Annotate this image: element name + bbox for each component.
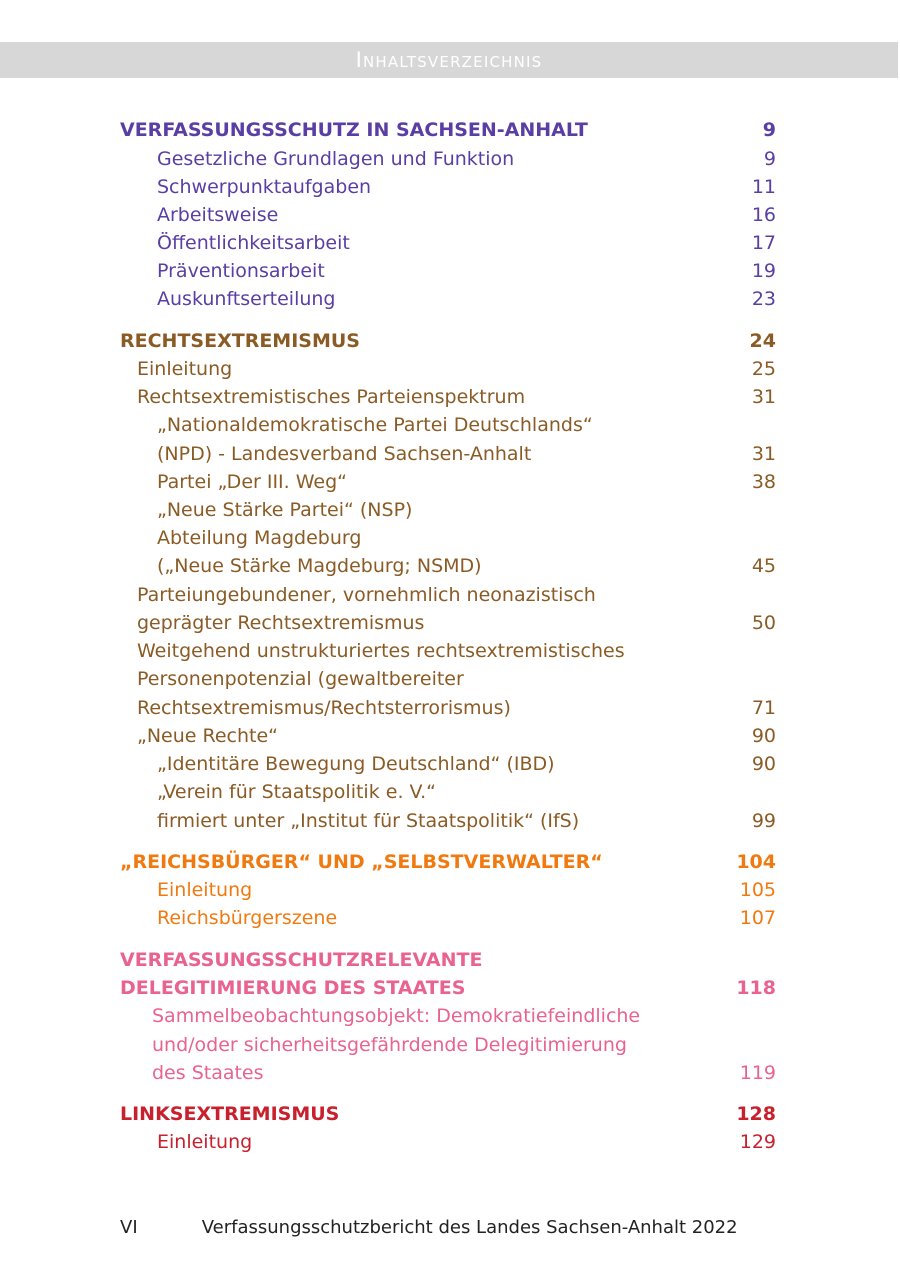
- toc-entry-title: LINKSEXTREMISMUS: [120, 1103, 340, 1125]
- toc-page-number: 11: [751, 176, 776, 198]
- toc-entry[interactable]: [120, 257, 776, 285]
- toc-entry-title: „Nationaldemokratische Partei Deutschlands“: [157, 414, 593, 436]
- toc-entry-title: Weitgehend unstrukturiertes rechtsextremistisches: [137, 640, 625, 662]
- toc-page-number: 31: [751, 386, 776, 408]
- toc-entry[interactable]: [120, 468, 776, 496]
- toc-heading[interactable]: [120, 946, 776, 974]
- toc-entry[interactable]: [120, 383, 776, 411]
- page-footer: [120, 1214, 820, 1242]
- toc-entry-title: VERFASSUNGSSCHUTZRELEVANTE: [120, 949, 483, 971]
- toc-entry[interactable]: [120, 722, 776, 750]
- toc-entry[interactable]: [120, 581, 776, 609]
- toc-entry-title: DELEGITIMIERUNG DES STAATES: [120, 977, 466, 999]
- toc-heading[interactable]: [120, 327, 776, 355]
- toc-entry-title: Partei „Der III. Weg“: [157, 471, 348, 493]
- toc-page-number: 71: [751, 697, 776, 719]
- toc-entry-title: Parteiungebundener, vornehmlich neonazistisch: [137, 584, 596, 606]
- toc-entry[interactable]: [120, 173, 776, 201]
- toc-entry[interactable]: [120, 637, 776, 665]
- toc-entry-title: Schwerpunktaufgaben: [157, 176, 372, 198]
- toc-entry[interactable]: [120, 750, 776, 778]
- toc-entry-title: Einleitung: [157, 1131, 253, 1153]
- toc-heading[interactable]: [120, 116, 776, 144]
- toc-page-number: 9: [762, 119, 776, 141]
- toc-heading[interactable]: [120, 1100, 776, 1128]
- toc-entry[interactable]: [120, 145, 776, 173]
- toc-page-number: 129: [739, 1131, 776, 1153]
- toc-page-number: 31: [751, 443, 776, 465]
- footer-text: Verfassungsschutzbericht des Landes Sachsen-Anhalt 2022: [201, 1217, 738, 1238]
- toc-entry-title: Einleitung: [157, 879, 253, 901]
- toc-entry-title: Rechtsextremistisches Parteienspektrum: [137, 386, 526, 408]
- toc-entry-title: Arbeitsweise: [157, 204, 279, 226]
- toc-entry-title: Auskunftserteilung: [157, 288, 336, 310]
- toc-heading[interactable]: [120, 974, 776, 1002]
- toc-entry-title: VERFASSUNGSSCHUTZ IN SACHSEN-ANHALT: [120, 119, 588, 141]
- toc-entry[interactable]: [120, 778, 776, 806]
- toc-entry-title: „Neue Stärke Partei“ (NSP): [157, 499, 413, 521]
- toc-page-number: 25: [751, 358, 776, 380]
- toc-page-number: 99: [751, 810, 776, 832]
- toc-page-number: 118: [736, 977, 776, 999]
- toc-entry[interactable]: [120, 496, 776, 524]
- toc-page-number: 105: [739, 879, 776, 901]
- toc-page-number: 128: [736, 1103, 776, 1125]
- toc-page-number: 107: [739, 907, 776, 929]
- toc-entry-title: Öffentlichkeitsarbeit: [157, 232, 350, 254]
- toc-entry-title: „Verein für Staatspolitik e. V.“: [157, 781, 436, 803]
- toc-entry-title: Einleitung: [137, 358, 233, 380]
- toc-entry-title: („Neue Stärke Magdeburg; NSMD): [157, 555, 482, 577]
- toc-page-number: 16: [751, 204, 776, 226]
- toc-entry[interactable]: [120, 201, 776, 229]
- toc-page-number: 19: [751, 260, 776, 282]
- toc-page-number: 24: [749, 330, 776, 352]
- toc-page-number: 17: [751, 232, 776, 254]
- toc-page-number: 90: [751, 725, 776, 747]
- toc-entry[interactable]: [120, 229, 776, 257]
- toc-entry[interactable]: [120, 665, 776, 693]
- toc-entry-title: „REICHSBÜRGER“ UND „SELBSTVERWALTER“: [120, 851, 603, 873]
- toc-entry-title: Reichsbürgerszene: [157, 907, 338, 929]
- toc-entry[interactable]: [120, 1002, 776, 1030]
- toc-entry[interactable]: [120, 609, 776, 637]
- toc-entry-title: RECHTSEXTREMISMUS: [120, 330, 360, 352]
- toc-entry-title: geprägter Rechtsextremismus: [137, 612, 425, 634]
- toc-entry-title: und/oder sicherheitsgefährdende Delegitimierung: [152, 1034, 627, 1056]
- toc-page-number: 45: [751, 555, 776, 577]
- toc-entry-title: Sammelbeobachtungsobjekt: Demokratiefeindliche: [152, 1005, 641, 1027]
- toc-page-number: 119: [739, 1062, 776, 1084]
- toc-entry-title: firmiert unter „Institut für Staatspolitik“ (IfS): [157, 810, 580, 832]
- toc-page-number: 50: [751, 612, 776, 634]
- toc-heading[interactable]: [120, 848, 776, 876]
- toc-page-number: 23: [751, 288, 776, 310]
- toc-entry[interactable]: [120, 285, 776, 313]
- page-title: Inhaltsverzeichnis: [355, 48, 543, 72]
- toc-page-number: 104: [736, 851, 776, 873]
- toc-entry[interactable]: [120, 876, 776, 904]
- toc-entry-title: Rechtsextremismus/Rechtsterrorismus): [137, 697, 511, 719]
- toc-entry[interactable]: [120, 694, 776, 722]
- toc-entry[interactable]: [120, 1128, 776, 1156]
- toc-entry-title: „Neue Rechte“: [137, 725, 279, 747]
- toc-entry-title: Präventionsarbeit: [157, 260, 325, 282]
- toc-entry-title: des Staates: [152, 1062, 264, 1084]
- toc-entry[interactable]: [120, 904, 776, 932]
- toc-entry[interactable]: [120, 807, 776, 835]
- toc-entry-title: „Identitäre Bewegung Deutschland“ (IBD): [157, 753, 555, 775]
- toc-entry-title: Abteilung Magdeburg: [157, 527, 362, 549]
- toc-entry[interactable]: [120, 355, 776, 383]
- toc-page-number: 38: [751, 471, 776, 493]
- toc-entry[interactable]: [120, 552, 776, 580]
- toc-entry[interactable]: [120, 440, 776, 468]
- toc-page-number: 90: [751, 753, 776, 775]
- toc-entry[interactable]: [120, 411, 776, 439]
- toc-entry-title: Personenpotenzial (gewaltbereiter: [137, 668, 464, 690]
- toc-entry[interactable]: [120, 1059, 776, 1087]
- toc-entry-title: Gesetzliche Grundlagen und Funktion: [157, 148, 515, 170]
- toc-entry-title: (NPD) - Landesverband Sachsen-Anhalt: [157, 443, 532, 465]
- page-number: VI: [120, 1217, 138, 1238]
- toc-entry[interactable]: [120, 1031, 776, 1059]
- toc-page-number: 9: [763, 148, 776, 170]
- toc-entry[interactable]: [120, 524, 776, 552]
